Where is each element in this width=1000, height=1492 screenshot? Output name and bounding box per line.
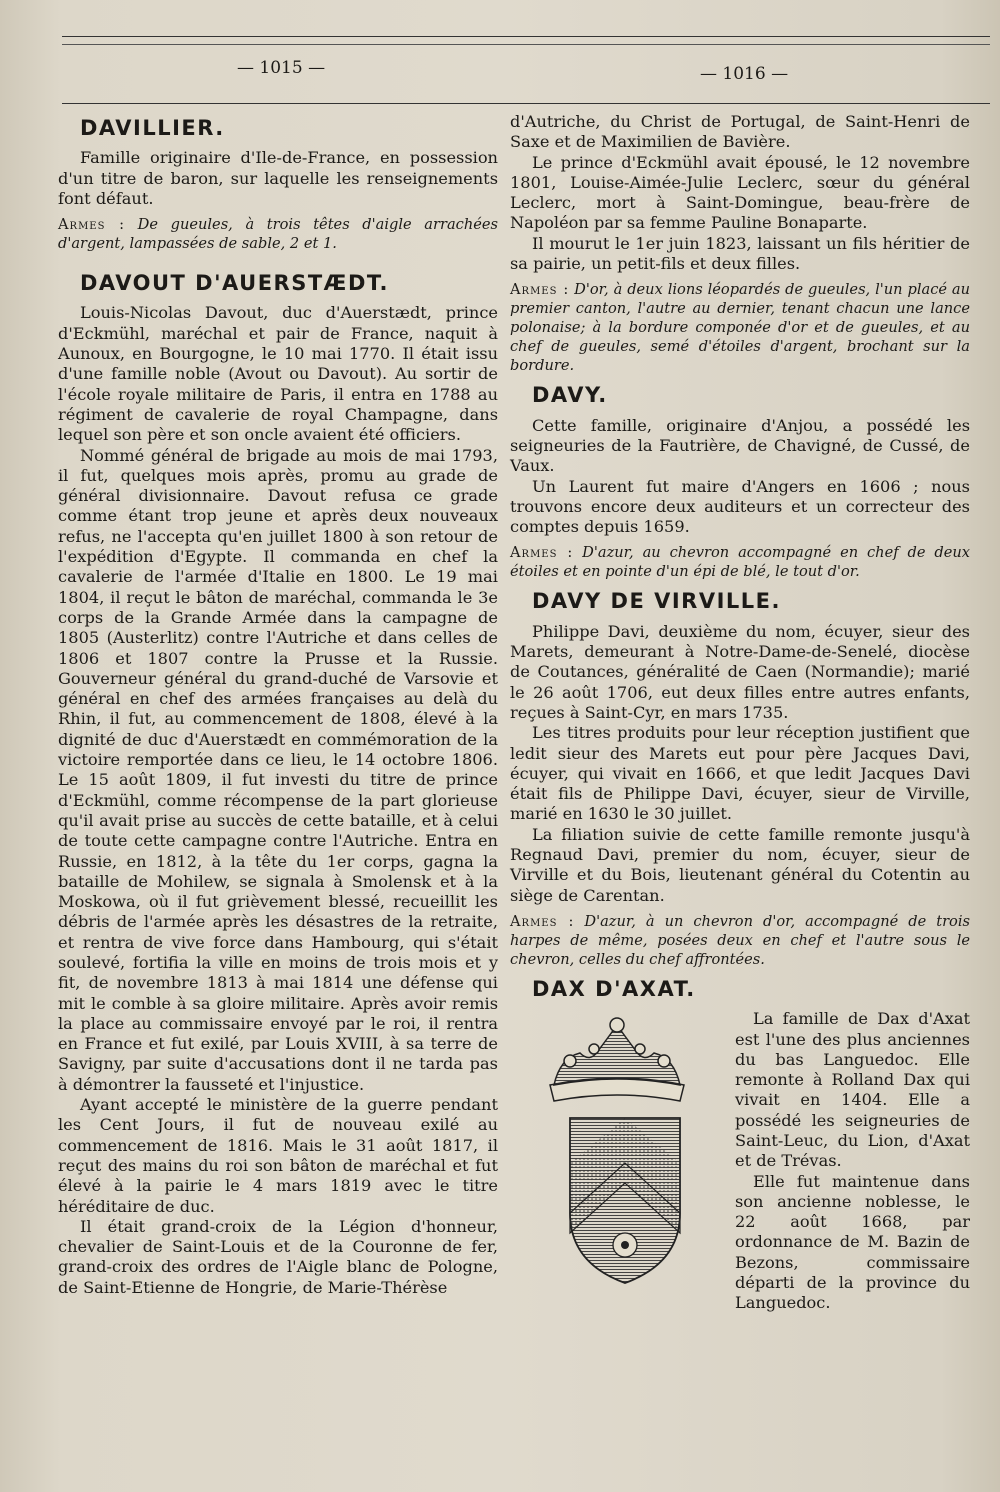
header-rule bbox=[62, 103, 990, 104]
arms-label: Armes : bbox=[510, 912, 575, 930]
left-page-number: — 1015 — bbox=[237, 58, 326, 78]
virville-paragraph-2: Les titres produits pour leur réception justifient que ledit sieur des Marets eut pour père Jacques Davi, écuyer, qui vivait en 1666, et que ledit Jacques Davi était fils de Philippe Davi, écuyer, sieur de Virville, marié en 1630 le 30 juillet. bbox=[510, 723, 970, 824]
davout-paragraph-4: Il était grand-croix de la Légion d'honneur, chevalier de Saint-Louis et de la Couronne de fer, grand-croix des ordres de l'Aigle blanc de Pologne, de Saint-Etienne de Hongrie, de Marie-Thérèse bbox=[58, 1216, 498, 1297]
dax-paragraph-1: La famille de Dax d'Axat est l'une des plus anciennes du bas Languedoc. Elle remonte à Rolland Dax qui vivait en 1404. Elle a possédé les seigneuries de Saint-Leuc, du Lion, d'Axat et de Trévas. bbox=[735, 1009, 970, 1171]
davillier-paragraph: Famille originaire d'Ile-de-France, en possession d'un titre de baron, sur laquelle les renseignements font défaut. bbox=[58, 148, 498, 208]
davillier-arms bbox=[58, 215, 498, 253]
heading-davy-de-virville: DAVY DE VIRVILLE. bbox=[532, 589, 782, 614]
dax-paragraph-2: Elle fut maintenue dans son ancienne noblesse, le 22 août 1668, par ordonnance de M. Bazin de Bezons, commissaire départi de la province du Languedoc. bbox=[735, 1171, 970, 1313]
davy-arms bbox=[510, 543, 970, 581]
virville-paragraph-3: La filiation suivie de cette famille remonte jusqu'à Regnaud Davi, premier du nom, écuyer, sieur de Virville et du Bois, lieutenant général du Cotentin au siège de Carentan. bbox=[510, 824, 970, 905]
arms-label: Armes : bbox=[510, 544, 574, 562]
arms-text: D'or, à deux lions léopardés de gueules, l'un placé au premier canton, l'autre au dernier, tenant chacun une lance polonaise; à la bordure componée d'or et de gueules, et au chef de gueules, semé d'étoiles d'argent, brochant sur la bordure. bbox=[510, 281, 971, 375]
davout-paragraph-1: Louis-Nicolas Davout, duc d'Auerstædt, prince d'Eckmühl, maréchal et pair de France, naquit à Aunoux, en Bourgogne, le 10 mai 1770. Il était issu d'une famille noble (Avout ou Davout). Au sortir de l'école royale militaire de Paris, il entra en 1788 au régiment de cavalerie de royal Champagne, dans lequel son père et son oncle avaient été officiers. bbox=[58, 303, 498, 445]
arms-text: De gueules, à trois têtes d'aigle arrachées d'argent, lampassées de sable, 2 et 1. bbox=[58, 216, 498, 253]
heading-dax-daxat: DAX D'AXAT. bbox=[532, 976, 696, 1001]
top-rule-thin bbox=[62, 44, 990, 45]
davout-continued-2: Le prince d'Eckmühl avait épousé, le 12 novembre 1801, Louise-Aimée-Julie Leclerc, sœur du général Leclerc, mort à Saint-Domingue, beau-frère de Napoléon par sa femme Pauline Bonaparte. bbox=[510, 152, 970, 233]
heading-davillier: DAVILLIER. bbox=[80, 116, 225, 140]
davout-paragraph-2: Nommé général de brigade au mois de mai 1793, il fut, quelques mois après, promu au grade de général divisionnaire. Davout refusa ce grade comme étant trop jeune et après deux nouveaux refus, ne l'accepta qu'en juillet 1800 à son retour de l'expédition d'Egypte. Il commanda en chef la cavalerie de l'armée d'Italie en 1800. Le 19 mai 1804, il reçut le bâton de maréchal, commanda le 3e corps de la Grande Armée dans la campagne de 1805 (Austerlitz) contre l'Autriche et dans celles de 1806 et 1807 contre la Prusse et la Russie. Gouverneur général du grand-duché de Varsovie et général en chef des armées françaises au delà du Rhin, il fut, au commencement de 1808, élevé à la dignité de duc d'Auerstædt en commémoration de la victoire remportée dans ce lieu, le 14 octobre 1806. Le 15 août 1809, il fut investi du titre de prince d'Eckmühl, comme récompense de la part glorieuse qu'il avait prise au succès de cette bataille, et à celui de toute cette campagne contre l'Autriche. Entra en Russie, en 1812, à la tête du 1er corps, gagna la bataille de Mohilew, se signala à Smolensk et à la Moskowa, où il fut grièvement blessé, recueillit les débris de l'armée après les désastres de la retraite, et rentra de vive force dans Hambourg, qui s'était soulevé, fortifia la ville en moins de trois mois et y fit, de novembre 1813 à mai 1814 une défense qui mit le comble à sa gloire militaire. Après avoir remis la place au commissaire envoyé par le roi, il rentra en France et fut exilé, par Louis XVIII, à sa terre de Savigny, par suite d'accusations dont il ne tarda pas à démontrer la fausseté et l'injustice. bbox=[58, 445, 498, 1094]
coat-of-arms-icon bbox=[510, 1013, 725, 1303]
right-column bbox=[510, 112, 970, 1314]
davout-continued-1: d'Autriche, du Christ de Portugal, de Saint-Henri de Saxe et de Maximilien de Bavière. bbox=[510, 112, 970, 152]
davout-arms bbox=[510, 280, 970, 375]
arms-text: D'azur, au chevron accompagné en chef de deux étoiles et en pointe d'un épi de blé, le tout d'or. bbox=[510, 544, 970, 581]
heading-davout: DAVOUT D'AUERSTÆDT. bbox=[80, 271, 389, 296]
heading-davy: DAVY. bbox=[532, 383, 608, 408]
right-page-number: — 1016 — bbox=[700, 64, 789, 84]
davy-paragraph-1: Cette famille, originaire d'Anjou, a possédé les seigneuries de la Fautrière, de Chavigné, de Cussé, de Vaux. bbox=[510, 415, 970, 476]
dax-section bbox=[510, 1009, 970, 1313]
arms-label: Armes : bbox=[510, 281, 570, 299]
left-column bbox=[58, 112, 498, 1298]
arms-text: D'azur, à un chevron d'or, accompagné de trois harpes de même, posées deux en chef et l'autre sous le chevron, celles du chef affrontées. bbox=[510, 912, 970, 968]
virville-arms bbox=[510, 912, 970, 969]
davout-continued-3: Il mourut le 1er juin 1823, laissant un fils héritier de sa pairie, un petit-fils et deux filles. bbox=[510, 233, 970, 274]
davout-paragraph-3: Ayant accepté le ministère de la guerre pendant les Cent Jours, il fut de nouveau exilé au commencement de 1816. Mais le 31 août 1817, il reçut des mains du roi son bâton de maréchal et fut élevé à la pairie le 4 mars 1819 avec le titre héréditaire de duc. bbox=[58, 1095, 498, 1216]
virville-paragraph-1: Philippe Davi, deuxième du nom, écuyer, sieur des Marets, demeurant à Notre-Dame-de-Senelé, diocèse de Coutances, généralité de Caen (Normandie); marié le 26 août 1706, eut deux filles entre autres enfants, reçues à Saint-Cyr, en mars 1735. bbox=[510, 621, 970, 722]
davy-paragraph-2: Un Laurent fut maire d'Angers en 1606 ; nous trouvons encore deux auditeurs et un correcteur des comptes depuis 1659. bbox=[510, 476, 970, 537]
top-rule bbox=[62, 36, 990, 37]
arms-label: Armes : bbox=[58, 216, 126, 234]
